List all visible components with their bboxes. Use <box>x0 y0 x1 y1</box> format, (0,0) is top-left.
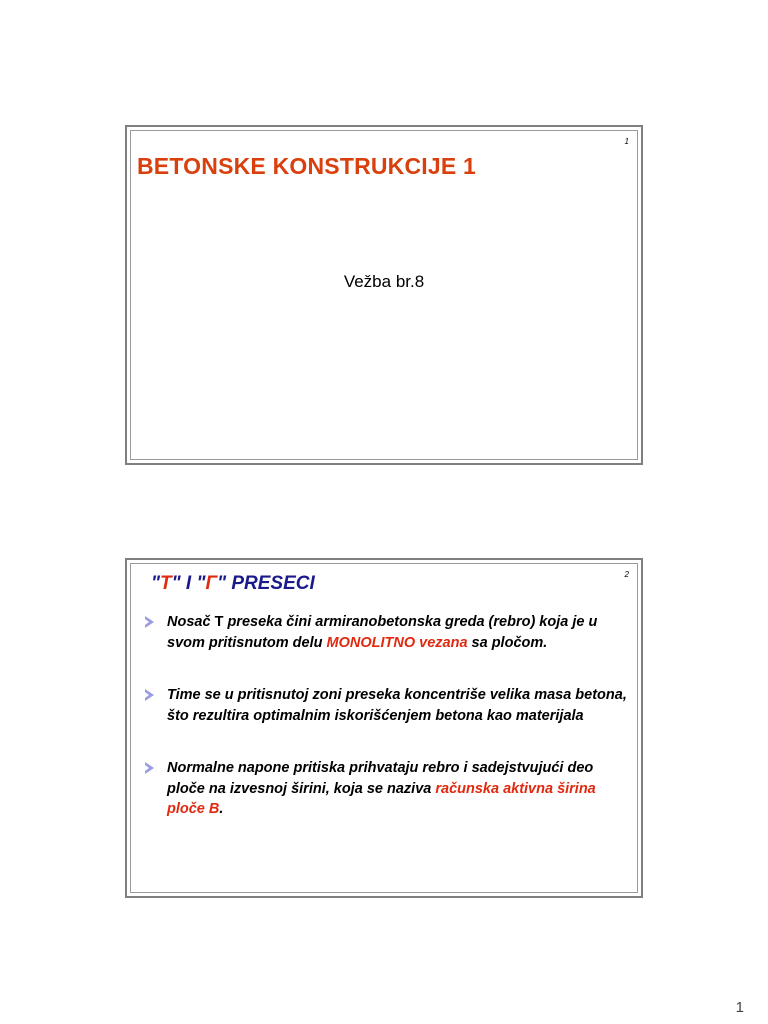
slide-2 <box>125 558 643 898</box>
bullet-list <box>141 612 627 820</box>
bullet-1-highlight: MONOLITNO vezana <box>326 634 468 651</box>
title-mid: " I " <box>171 573 206 594</box>
bullet-item-1 <box>141 612 627 653</box>
bullet-item-2 <box>141 685 627 726</box>
bullet-2-text: Time se u pritisnutoj zoni preseka koncentriše velika masa betona, što rezultira optimalnim iskorišćenjem betona kao materijala <box>167 687 627 724</box>
bullet-3-text-a: Normalne napone pritiska prihvataju rebro i sadejstvujući deo ploče na izvesnoj širini, koja se naziva <box>167 760 594 797</box>
slide-1-title: BETONSKE KONSTRUKCIJE 1 <box>137 153 477 179</box>
slide-2-number: 2 <box>624 570 629 579</box>
page-number: 1 <box>735 999 744 1016</box>
bullet-item-3 <box>141 758 627 820</box>
slide-1 <box>125 125 643 465</box>
bullet-3-highlight: računska aktivna širina ploče B <box>167 780 596 817</box>
title-t-letter: T <box>160 573 172 594</box>
arrow-bullet-icon <box>145 616 154 628</box>
title-quote-open: " <box>151 573 161 594</box>
arrow-bullet-icon <box>145 689 154 701</box>
title-end: " PRESECI <box>217 573 315 594</box>
bullet-1-text-t: T <box>214 614 224 630</box>
slide-1-number: 1 <box>624 137 629 146</box>
arrow-bullet-icon <box>145 762 154 774</box>
bullet-3-text-d: . <box>219 801 224 817</box>
slide-1-subtitle: Vežba br.8 <box>343 272 425 291</box>
title-gamma-letter: Γ <box>205 573 218 594</box>
bullet-1-text-d: sa pločom. <box>467 634 548 651</box>
bullet-1-text-c: preseka čini armiranobetonska greda (rebro) koja je u svom pritisnutom delu <box>167 614 598 651</box>
bullet-1-text-a: Nosač <box>167 614 215 630</box>
slide-2-title <box>151 573 315 595</box>
